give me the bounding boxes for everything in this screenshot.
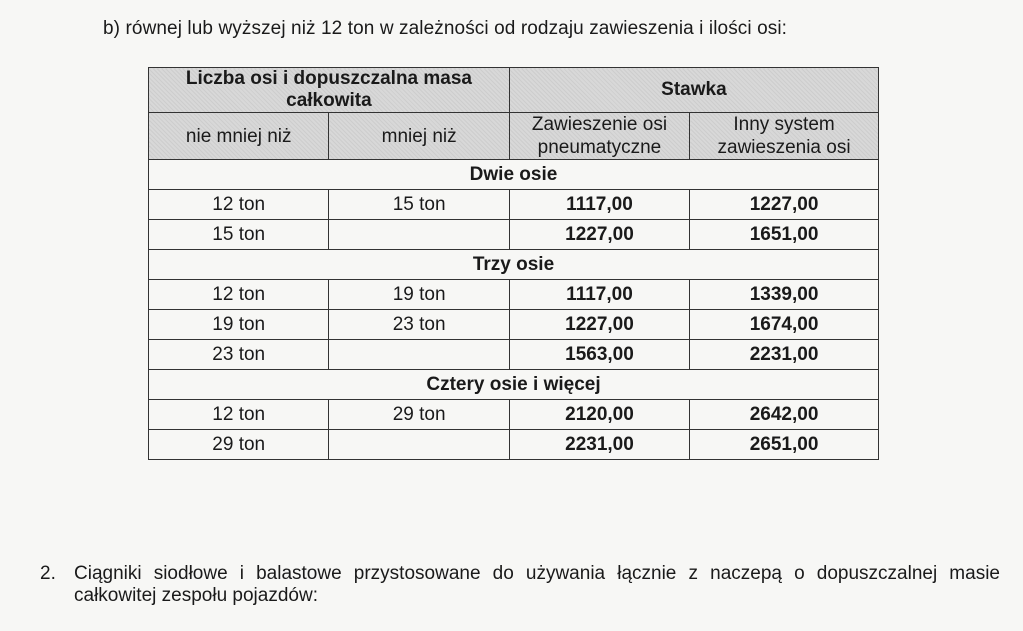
cell-min: 29 ton xyxy=(149,430,329,460)
cell-pneumatic: 2120,00 xyxy=(509,400,689,430)
header-axes-mass: Liczba osi i dopuszczalna masa całkowita xyxy=(149,68,510,113)
cell-max xyxy=(329,220,509,250)
section-2 xyxy=(40,563,1000,607)
rates-table xyxy=(148,67,879,460)
cell-pneumatic: 1117,00 xyxy=(509,280,689,310)
header-rate: Stawka xyxy=(509,68,878,113)
cell-other: 2642,00 xyxy=(690,400,879,430)
cell-min: 23 ton xyxy=(149,340,329,370)
cell-pneumatic: 1117,00 xyxy=(509,190,689,220)
group-title: Trzy osie xyxy=(149,250,879,280)
col-other-header: Inny system zawieszenia osi xyxy=(690,113,879,160)
table-row xyxy=(149,400,879,430)
cell-other: 1227,00 xyxy=(690,190,879,220)
table-header-row xyxy=(149,68,879,113)
table-row xyxy=(149,280,879,310)
table-row xyxy=(149,310,879,340)
section-2-number: 2. xyxy=(40,563,56,584)
cell-min: 19 ton xyxy=(149,310,329,340)
table-row xyxy=(149,340,879,370)
col-pneumatic-header: Zawieszenie osi pneumatyczne xyxy=(509,113,689,160)
intro-text: b) równej lub wyższej niż 12 ton w zależności od rodzaju zawieszenia i ilości osi: xyxy=(103,18,788,39)
group-row xyxy=(149,160,879,190)
cell-other: 2231,00 xyxy=(690,340,879,370)
table-row xyxy=(149,220,879,250)
group-row xyxy=(149,250,879,280)
cell-min: 15 ton xyxy=(149,220,329,250)
cell-pneumatic: 2231,00 xyxy=(509,430,689,460)
cell-other: 1339,00 xyxy=(690,280,879,310)
cell-min: 12 ton xyxy=(149,280,329,310)
group-title: Cztery osie i więcej xyxy=(149,370,879,400)
group-title: Dwie osie xyxy=(149,160,879,190)
cell-max: 23 ton xyxy=(329,310,509,340)
cell-max xyxy=(329,340,509,370)
cell-other: 1674,00 xyxy=(690,310,879,340)
col-max-header: mniej niż xyxy=(329,113,509,160)
table-row xyxy=(149,190,879,220)
section-2-text: Ciągniki siodłowe i balastowe przystosowane do używania łącznie z naczepą o dopuszczalnej masie całkowitej zespołu pojazdów: xyxy=(74,563,1000,606)
cell-max xyxy=(329,430,509,460)
cell-max: 19 ton xyxy=(329,280,509,310)
col-min-header: nie mniej niż xyxy=(149,113,329,160)
table-row xyxy=(149,430,879,460)
cell-pneumatic: 1227,00 xyxy=(509,310,689,340)
cell-pneumatic: 1563,00 xyxy=(509,340,689,370)
group-row xyxy=(149,370,879,400)
cell-min: 12 ton xyxy=(149,190,329,220)
cell-max: 15 ton xyxy=(329,190,509,220)
cell-min: 12 ton xyxy=(149,400,329,430)
cell-other: 2651,00 xyxy=(690,430,879,460)
cell-pneumatic: 1227,00 xyxy=(509,220,689,250)
cell-max: 29 ton xyxy=(329,400,509,430)
cell-other: 1651,00 xyxy=(690,220,879,250)
table-subheader-row xyxy=(149,113,879,160)
